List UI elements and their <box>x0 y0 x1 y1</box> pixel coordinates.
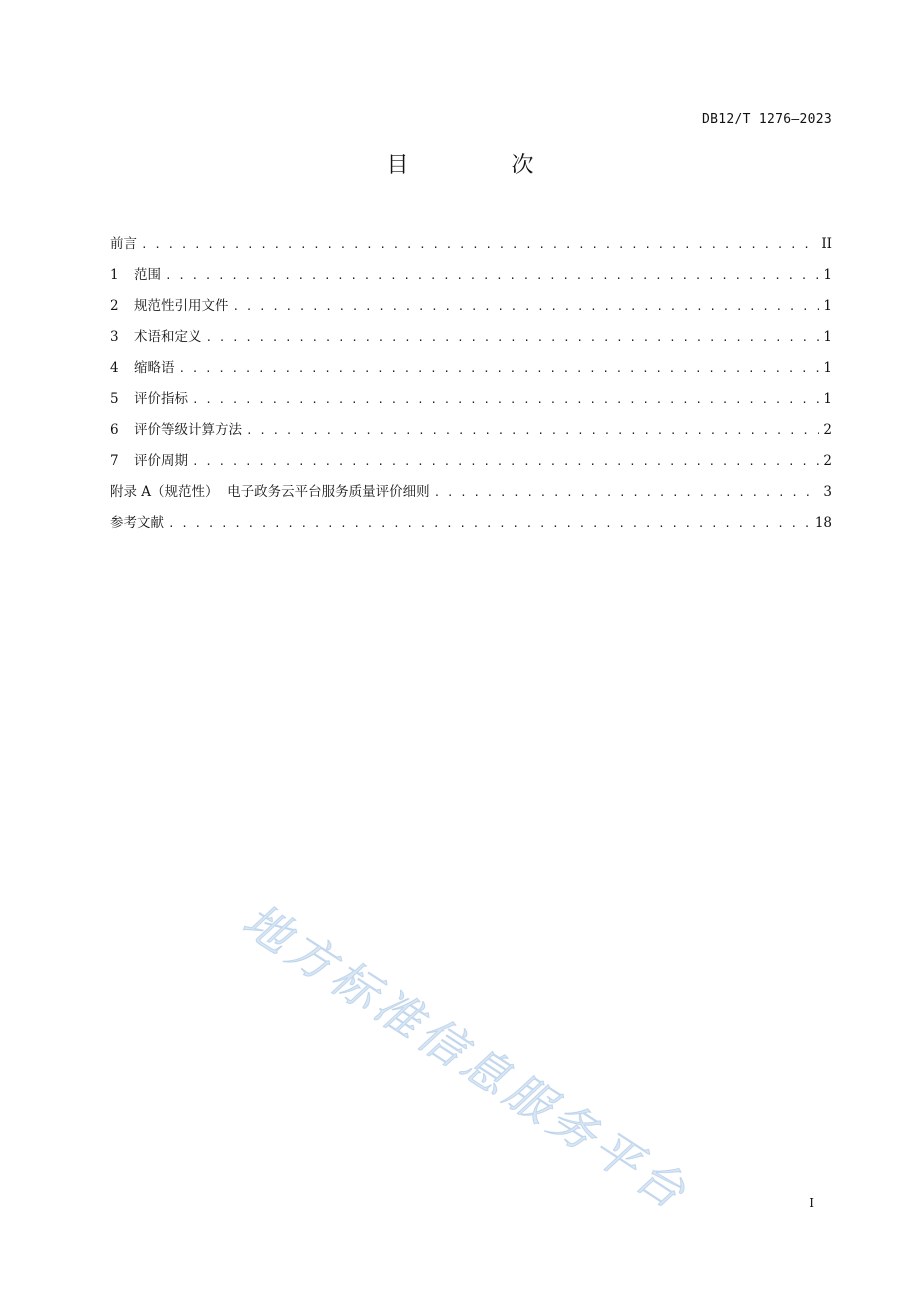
dot-leader <box>192 455 819 468</box>
toc-entry-label: 术语和定义 <box>134 329 202 345</box>
table-of-contents <box>110 232 832 542</box>
toc-entry-appendix-a[interactable] <box>110 480 832 511</box>
toc-entry-grade-calculation[interactable] <box>110 418 832 449</box>
toc-entry-page: 1 <box>823 267 832 283</box>
dot-leader <box>206 331 820 344</box>
toc-entry-label: 评价指标 <box>134 391 188 407</box>
toc-entry-label: 参考文献 <box>110 515 164 531</box>
toc-entry-scope[interactable] <box>110 263 832 294</box>
dot-leader <box>233 300 820 313</box>
toc-entry-bibliography[interactable] <box>110 511 832 542</box>
page-number: I <box>809 1196 814 1210</box>
toc-entry-label: 前言 <box>110 236 137 252</box>
toc-entry-number: 6 <box>110 422 119 438</box>
toc-entry-number: 2 <box>110 298 119 314</box>
toc-entry-evaluation-period[interactable] <box>110 449 832 480</box>
toc-entry-label: 评价周期 <box>134 453 188 469</box>
watermark-text: 地方标准信息服务平台 <box>233 892 700 1222</box>
toc-entry-number: 3 <box>110 329 119 345</box>
toc-entry-page: II <box>821 236 832 252</box>
dot-leader <box>141 238 817 251</box>
toc-entry-number: 7 <box>110 453 119 469</box>
toc-entry-page: 2 <box>823 453 832 469</box>
toc-entry-page: 3 <box>823 484 832 500</box>
document-code: DB12/T 1276—2023 <box>701 112 832 127</box>
dot-leader <box>246 424 819 437</box>
toc-entry-page: 1 <box>823 329 832 345</box>
toc-entry-page: 1 <box>823 360 832 376</box>
toc-entry-label: 规范性引用文件 <box>134 298 229 314</box>
toc-entry-evaluation-indicators[interactable] <box>110 387 832 418</box>
dot-leader <box>179 362 820 375</box>
toc-entry-normative-references[interactable] <box>110 294 832 325</box>
toc-entry-page: 1 <box>823 391 832 407</box>
dot-leader <box>434 486 820 499</box>
dot-leader <box>165 269 819 282</box>
dot-leader <box>192 393 819 406</box>
toc-entry-foreword[interactable] <box>110 232 832 263</box>
dot-leader <box>168 517 811 530</box>
toc-entry-page: 1 <box>823 298 832 314</box>
toc-entry-terms-definitions[interactable] <box>110 325 832 356</box>
toc-entry-abbreviations[interactable] <box>110 356 832 387</box>
toc-entry-label: 附录 A（规范性） 电子政务云平台服务质量评价细则 <box>110 484 430 500</box>
toc-entry-page: 2 <box>823 422 832 438</box>
toc-entry-page: 18 <box>814 515 832 531</box>
toc-entry-label: 缩略语 <box>134 360 175 376</box>
toc-entry-label: 范围 <box>134 267 161 283</box>
toc-entry-number: 4 <box>110 360 119 376</box>
toc-title: 目 次 <box>386 153 582 178</box>
toc-entry-number: 5 <box>110 391 119 407</box>
toc-entry-label: 评价等级计算方法 <box>134 422 242 438</box>
toc-entry-number: 1 <box>110 267 119 283</box>
